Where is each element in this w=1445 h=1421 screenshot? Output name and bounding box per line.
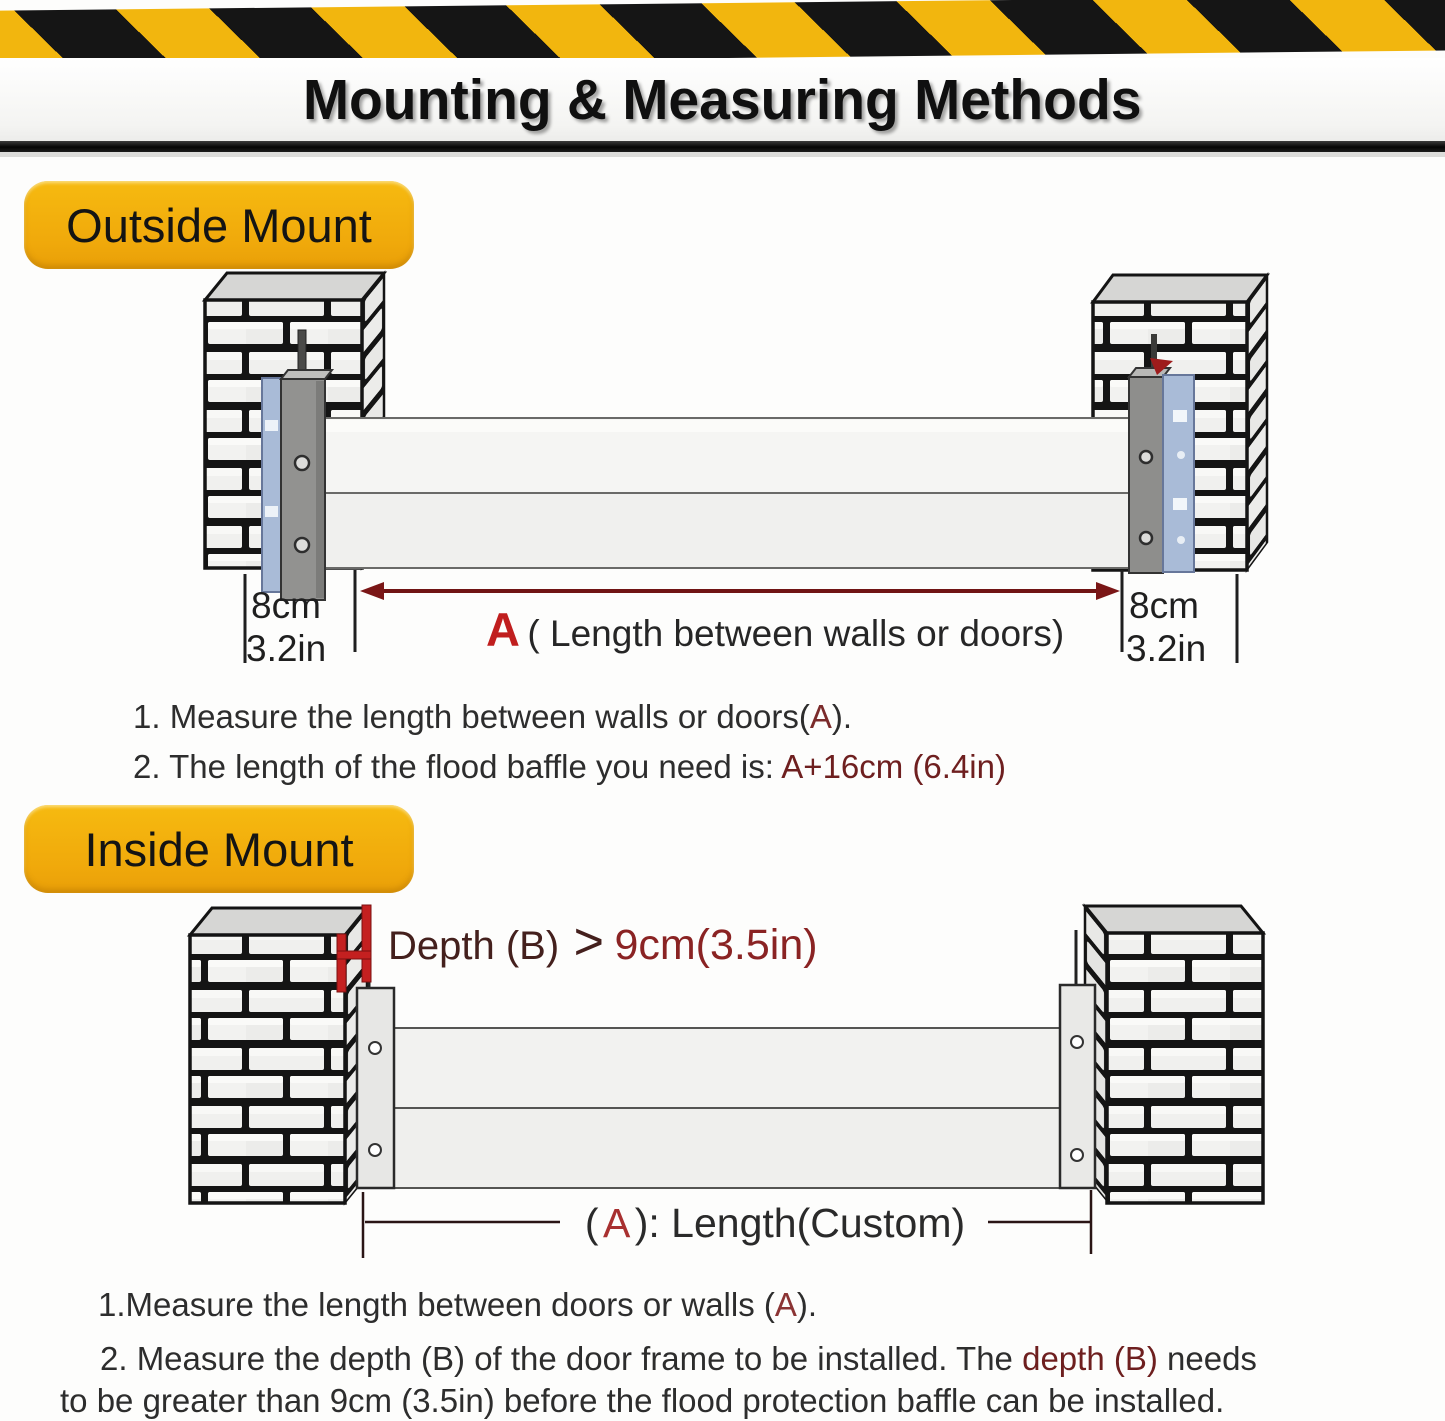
- inside-step-1: 1.Measure the length between doors or walls (A).: [98, 1286, 818, 1323]
- barrier-highlight: [325, 420, 1130, 432]
- screw-hole: [369, 1042, 381, 1054]
- seal-mark: [265, 506, 278, 517]
- pillar-side-face: [1247, 275, 1267, 570]
- screw-hole: [1140, 532, 1152, 544]
- seal-dot: [1177, 536, 1185, 544]
- seal-mark: [265, 420, 278, 431]
- step-formula: A+16cm (6.4in): [781, 748, 1006, 785]
- channel-shade: [316, 381, 324, 598]
- depth-marker-crossbar: [337, 951, 371, 959]
- page-title: Mounting & Measuring Methods: [303, 68, 1142, 132]
- outside-step-1: 1. Measure the length between walls or doors(A).: [133, 698, 853, 735]
- pillar-top-face: [190, 908, 367, 935]
- arrow-head-left: [360, 582, 384, 600]
- depth-marker-back-bar: [362, 905, 371, 982]
- inside-step-2-line-2: to be greater than 9cm (3.5in) before the flood protection baffle can be installed.: [60, 1382, 1225, 1419]
- outside-mount-diagram: [205, 273, 1267, 669]
- outside-step-2: 2. The length of the flood baffle you need is: A+16cm (6.4in): [133, 748, 1006, 785]
- pillar-front-face: [1107, 933, 1263, 1203]
- seal-mark: [1173, 498, 1187, 510]
- pillar-top-face: [1093, 275, 1267, 302]
- length-a-label: A ( Length between walls or doors): [486, 603, 1065, 656]
- inside-step-2-line-1: 2. Measure the depth (B) of the door frame to be installed. The depth (B) needs: [100, 1340, 1257, 1377]
- right-offset-in: 3.2in: [1126, 628, 1207, 669]
- right-offset-cm: 8cm: [1129, 585, 1199, 626]
- barrier-panel-bottom: [323, 493, 1132, 568]
- step-depth-ref: depth (B): [1022, 1340, 1158, 1377]
- step-a-ref: A: [774, 1286, 797, 1323]
- length-arrow: [360, 582, 1120, 600]
- screw-hole: [295, 456, 309, 470]
- channel-top-face: [281, 370, 332, 379]
- pillar-front-face: [190, 935, 345, 1203]
- bracket-plate: [357, 988, 394, 1188]
- depth-annotation: Depth (B) > 9cm(3.5in): [388, 913, 818, 971]
- barrier-panel-bottom: [394, 1108, 1064, 1188]
- right-brick-pillar: [1085, 906, 1263, 1203]
- inside-mount-diagram: [190, 905, 1263, 1258]
- custom-length-label: ( A ): Length(Custom): [584, 1200, 966, 1246]
- screw-hole: [1140, 451, 1152, 463]
- step-a-ref: A: [809, 698, 832, 735]
- depth-marker-front-bar: [337, 934, 346, 992]
- barrier-panel-top: [394, 1028, 1064, 1108]
- inside-mount-badge: Inside Mount: [24, 805, 414, 893]
- seal-dot: [1177, 451, 1185, 459]
- screw-hole: [295, 538, 309, 552]
- seal-strip-blue: [262, 378, 281, 592]
- pillar-top-face: [205, 273, 384, 300]
- left-offset-cm: 8cm: [251, 585, 321, 626]
- screw-hole: [1071, 1036, 1083, 1048]
- seal-mark: [1173, 410, 1187, 422]
- screw-hole: [1071, 1149, 1083, 1161]
- arrow-head-right: [1096, 582, 1120, 600]
- flood-barrier: [323, 418, 1132, 568]
- pillar-top-face: [1085, 906, 1263, 933]
- outside-mount-badge: Outside Mount: [24, 181, 414, 269]
- left-offset-in: 3.2in: [246, 628, 327, 669]
- flood-barrier: [394, 1028, 1064, 1188]
- screw-hole: [369, 1144, 381, 1156]
